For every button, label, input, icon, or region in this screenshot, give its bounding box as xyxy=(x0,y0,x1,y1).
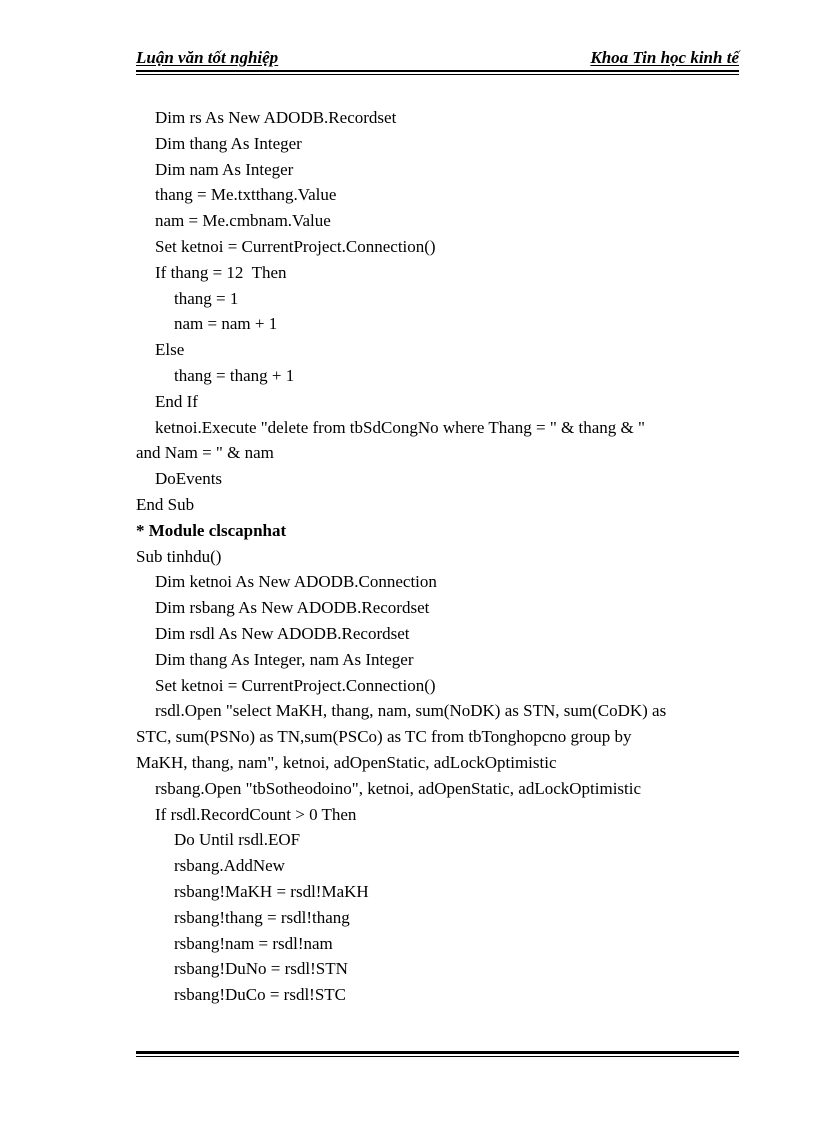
header-faculty-name: Khoa Tin học kinh tế xyxy=(590,48,739,67)
code-line: rsbang!DuCo = rsdl!STC xyxy=(174,985,347,1005)
page-header xyxy=(136,48,739,70)
code-line: Set ketnoi = CurrentProject.Connection() xyxy=(155,675,436,695)
code-line: MaKH, thang, nam", ketnoi, adOpenStatic, adLockOptimistic xyxy=(136,752,557,772)
module-heading: * Module clscapnhat xyxy=(136,520,287,540)
code-line: Do Until rsdl.EOF xyxy=(174,830,301,850)
code-listing xyxy=(136,105,739,1008)
code-line: thang = Me.txtthang.Value xyxy=(155,185,337,205)
code-line: rsbang!DuNo = rsdl!STN xyxy=(174,959,348,979)
header-rule xyxy=(136,70,739,75)
code-line: Set ketnoi = CurrentProject.Connection() xyxy=(155,236,436,256)
code-line: Sub tinhdu() xyxy=(136,546,222,566)
code-line: Dim rsbang As New ADODB.Recordset xyxy=(155,598,430,618)
code-line: Dim ketnoi As New ADODB.Connection xyxy=(155,572,437,592)
code-line: Dim rsdl As New ADODB.Recordset xyxy=(155,623,410,643)
code-line: thang = thang + 1 xyxy=(174,365,295,385)
code-line: DoEvents xyxy=(155,469,223,489)
code-line: Dim rs As New ADODB.Recordset xyxy=(155,108,397,127)
code-line: End Sub xyxy=(136,494,195,514)
code-line: Dim thang As Integer xyxy=(155,133,302,153)
footer-rule xyxy=(136,1051,739,1057)
code-line: If thang = 12 Then xyxy=(155,262,287,282)
code-line: Else xyxy=(155,340,185,360)
code-line: rsbang!thang = rsdl!thang xyxy=(174,907,350,927)
code-line: STC, sum(PSNo) as TN,sum(PSCo) as TC from tbTonghopcno group by xyxy=(136,727,632,747)
header-thesis-title: Luận văn tốt nghiệp xyxy=(136,48,279,67)
code-line: End If xyxy=(155,391,198,411)
code-line: nam = nam + 1 xyxy=(174,314,278,334)
code-line: and Nam = " & nam xyxy=(136,443,274,463)
code-line: Dim nam As Integer xyxy=(155,159,294,179)
code-line: thang = 1 xyxy=(174,288,239,308)
code-line: rsdl.Open "select MaKH, thang, nam, sum(NoDK) as STN, sum(CoDK) as xyxy=(155,701,667,721)
code-line: Dim thang As Integer, nam As Integer xyxy=(155,649,414,669)
code-line: rsbang.AddNew xyxy=(174,856,285,876)
code-line: rsbang!nam = rsdl!nam xyxy=(174,933,333,953)
code-line: rsbang!MaKH = rsdl!MaKH xyxy=(174,881,369,901)
code-line: ketnoi.Execute "delete from tbSdCongNo where Thang = " & thang & " xyxy=(155,417,645,437)
code-line: If rsdl.RecordCount > 0 Then xyxy=(155,804,357,824)
code-line: nam = Me.cmbnam.Value xyxy=(155,211,331,231)
code-line: rsbang.Open "tbSotheodoino", ketnoi, adOpenStatic, adLockOptimistic xyxy=(155,778,642,798)
